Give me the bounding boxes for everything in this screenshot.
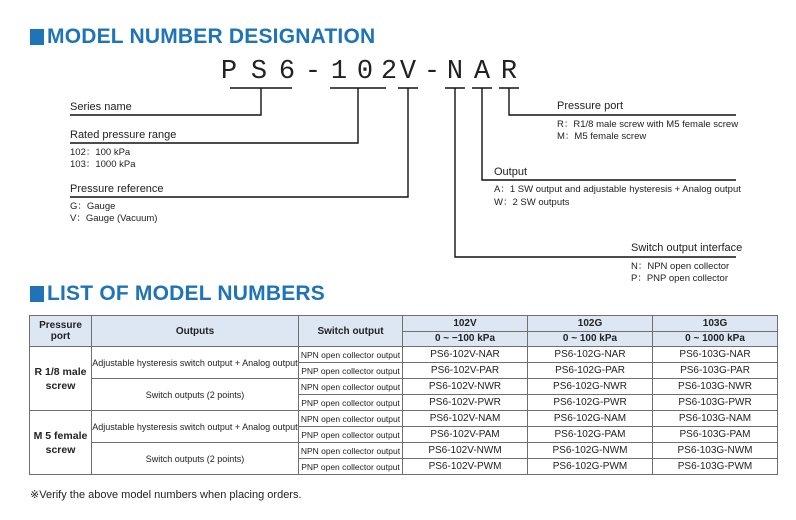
output-option: A：1 SW output and adjustable hysteresis + Analog output bbox=[494, 184, 741, 195]
model-code-cell: PS6-103G-PWR bbox=[653, 395, 778, 411]
pressure-reference-option: G：Gauge bbox=[70, 201, 116, 212]
model-code-cell: PS6-103G-NAM bbox=[653, 411, 778, 427]
model-code-char: R bbox=[500, 57, 518, 87]
switch-output-cell: NPN open collector output bbox=[299, 347, 403, 363]
footnote: ※Verify the above model numbers when placing orders. bbox=[30, 489, 302, 501]
model-code-cell: PS6-102V-NAR bbox=[403, 347, 528, 363]
pressure-port-cell: R 1/8 male screw bbox=[30, 347, 92, 411]
model-code-cell: PS6-102G-NWM bbox=[528, 443, 653, 459]
header-range: 0 ~ −100 kPa bbox=[403, 331, 528, 347]
switch-output-cell: NPN open collector output bbox=[299, 379, 403, 395]
series-name-label: Series name bbox=[70, 101, 132, 113]
model-code-char: 6 bbox=[278, 57, 296, 87]
title-square-icon bbox=[30, 29, 44, 45]
model-numbers-table bbox=[29, 315, 778, 475]
model-code-char: - bbox=[304, 57, 322, 87]
pressure-port-cell: M 5 female screw bbox=[30, 411, 92, 475]
switch-output-cell: PNP open collector output bbox=[299, 363, 403, 379]
model-code-cell: PS6-102V-NWR bbox=[403, 379, 528, 395]
model-code-cell: PS6-102G-NWR bbox=[528, 379, 653, 395]
header-pressure-port: Pressure port bbox=[30, 316, 92, 347]
model-code-cell: PS6-102V-NAM bbox=[403, 411, 528, 427]
output-label: Output bbox=[494, 166, 528, 178]
model-code-char: 1 bbox=[330, 57, 348, 87]
switch-output-cell: PNP open collector output bbox=[299, 427, 403, 443]
table-row bbox=[30, 347, 778, 363]
switch-output-cell: NPN open collector output bbox=[299, 411, 403, 427]
model-code-cell: PS6-103G-PAM bbox=[653, 427, 778, 443]
switch-output-cell: NPN open collector output bbox=[299, 443, 403, 459]
table-header-row bbox=[30, 316, 778, 332]
pressure-reference-label: Pressure reference bbox=[70, 183, 164, 195]
switch-interface-option: P：PNP open collector bbox=[631, 273, 728, 284]
switch-output-cell: PNP open collector output bbox=[299, 459, 403, 475]
outputs-cell: Adjustable hysteresis switch output + Analog output bbox=[92, 347, 299, 379]
section-title-text: LIST OF MODEL NUMBERS bbox=[47, 282, 325, 305]
pressure-reference-option: V：Gauge (Vacuum) bbox=[70, 213, 158, 224]
model-code-cell: PS6-103G-PAR bbox=[653, 363, 778, 379]
section-title-text: MODEL NUMBER DESIGNATION bbox=[47, 25, 376, 48]
header-model: 102V bbox=[403, 316, 528, 332]
model-code-cell: PS6-102G-NAR bbox=[528, 347, 653, 363]
outputs-cell: Switch outputs (2 points) bbox=[92, 379, 299, 411]
model-code-char: N bbox=[446, 57, 464, 87]
table-row bbox=[30, 379, 778, 395]
header-outputs: Outputs bbox=[92, 316, 299, 347]
model-code bbox=[0, 57, 796, 87]
outputs-cell: Switch outputs (2 points) bbox=[92, 443, 299, 475]
model-code-char: 0 bbox=[356, 57, 374, 87]
model-code-char: - bbox=[423, 57, 441, 87]
model-code-cell: PS6-103G-PWM bbox=[653, 459, 778, 475]
pressure-range-option: 103：1000 kPa bbox=[70, 159, 136, 170]
model-code-cell: PS6-102V-NWM bbox=[403, 443, 528, 459]
table-row bbox=[30, 411, 778, 427]
header-range: 0 ~ 100 kPa bbox=[528, 331, 653, 347]
model-code-cell: PS6-102G-PAR bbox=[528, 363, 653, 379]
switch-output-cell: PNP open collector output bbox=[299, 395, 403, 411]
switch-interface-option: N：NPN open collector bbox=[631, 261, 730, 272]
model-code-cell: PS6-102G-PWM bbox=[528, 459, 653, 475]
table-row bbox=[30, 443, 778, 459]
header-model: 103G bbox=[653, 316, 778, 332]
section-title-designation bbox=[30, 25, 375, 49]
model-code-cell: PS6-102G-PAM bbox=[528, 427, 653, 443]
pressure-port-option: R：R1/8 male screw with M5 female screw bbox=[557, 119, 739, 130]
pressure-port-option: M：M5 female screw bbox=[557, 131, 647, 142]
model-code-char: 2 bbox=[380, 57, 398, 87]
model-code-char: V bbox=[399, 57, 417, 87]
outputs-cell: Adjustable hysteresis switch output + Analog output bbox=[92, 411, 299, 443]
model-code-char: P bbox=[220, 57, 238, 87]
model-code-cell: PS6-103G-NWM bbox=[653, 443, 778, 459]
section-title-model-list bbox=[30, 282, 325, 306]
model-code-cell: PS6-102G-NAM bbox=[528, 411, 653, 427]
model-code-cell: PS6-102V-PWM bbox=[403, 459, 528, 475]
model-code-cell: PS6-102V-PAR bbox=[403, 363, 528, 379]
model-code-char: S bbox=[250, 57, 268, 87]
pressure-port-label: Pressure port bbox=[557, 100, 624, 112]
model-code-cell: PS6-102V-PWR bbox=[403, 395, 528, 411]
output-option: W：2 SW outputs bbox=[494, 197, 570, 208]
header-switch-output: Switch output bbox=[299, 316, 403, 347]
model-code-cell: PS6-102V-PAM bbox=[403, 427, 528, 443]
model-code-cell: PS6-103G-NWR bbox=[653, 379, 778, 395]
model-code-cell: PS6-102G-PWR bbox=[528, 395, 653, 411]
pressure-range-label: Rated pressure range bbox=[70, 129, 177, 141]
switch-interface-label: Switch output interface bbox=[631, 242, 743, 254]
header-range: 0 ~ 1000 kPa bbox=[653, 331, 778, 347]
title-square-icon bbox=[30, 286, 44, 302]
header-model: 102G bbox=[528, 316, 653, 332]
model-code-cell: PS6-103G-NAR bbox=[653, 347, 778, 363]
pressure-range-option: 102：100 kPa bbox=[70, 147, 131, 158]
model-code-char: A bbox=[473, 57, 491, 87]
